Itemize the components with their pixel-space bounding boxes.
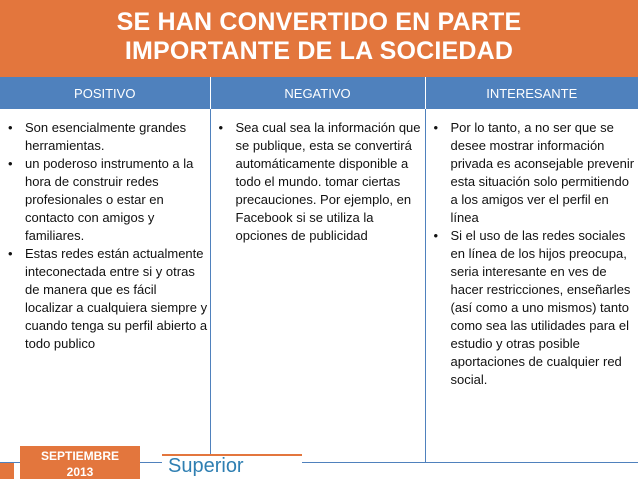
cell-negativo xyxy=(210,109,425,463)
footer-brand: Superior xyxy=(162,454,302,479)
list-item: • Son esencialmente grandes herramientas. xyxy=(6,119,208,155)
header-positivo: POSITIVO xyxy=(0,77,210,109)
table-row xyxy=(0,109,638,463)
footer-date-year: 2013 xyxy=(66,465,94,479)
list-item: • Por lo tanto, a no ser que se desee mostrar información privada es aconsejable prevenir esta situación solo permitiendo a los amigos ver el perfil en línea xyxy=(432,119,637,227)
negativo-list xyxy=(213,119,423,245)
list-item: • Si el uso de las redes sociales en línea de los hijos preocupa, seria interesante en ves de hacer restricciones, enseñarles (así como a uno mismos) tanto como sea las utilidades para el estudio y otras posible aportaciones de cualquier red social. xyxy=(432,227,637,389)
pni-table xyxy=(0,77,638,463)
cell-positivo xyxy=(0,109,210,463)
list-item: • un poderoso instrumento a la hora de construir redes profesionales o estar en contacto con amigos y familiares. xyxy=(6,155,208,245)
cell-interesante xyxy=(425,109,638,463)
slide-title xyxy=(14,8,624,66)
list-item: • Estas redes están actualmente inteconectada entre si y otras de manera que es fácil localizar a cualquiera siempre y cuando tenga su perfil abierto a todo publico xyxy=(6,245,208,353)
header-interesante: INTERESANTE xyxy=(425,77,638,109)
footer-date xyxy=(20,446,140,479)
list-item: • Sea cual sea la información que se publique, esta se convertirá automáticamente disponible a todo el mundo. tomar ciertas precauciones. Por ejemplo, en Facebook si se utiliza la opciones de publicidad xyxy=(217,119,423,245)
header-negativo: NEGATIVO xyxy=(210,77,425,109)
footer-date-month: SEPTIEMBRE xyxy=(40,449,119,463)
slide-title-line-2: IMPORTANTE DE LA SOCIEDAD xyxy=(124,37,514,65)
positivo-list xyxy=(2,119,208,353)
interesante-list xyxy=(428,119,637,389)
table-header-row xyxy=(0,77,638,109)
slide-title-line-1: SE HAN CONVERTIDO EN PARTE xyxy=(116,8,522,36)
